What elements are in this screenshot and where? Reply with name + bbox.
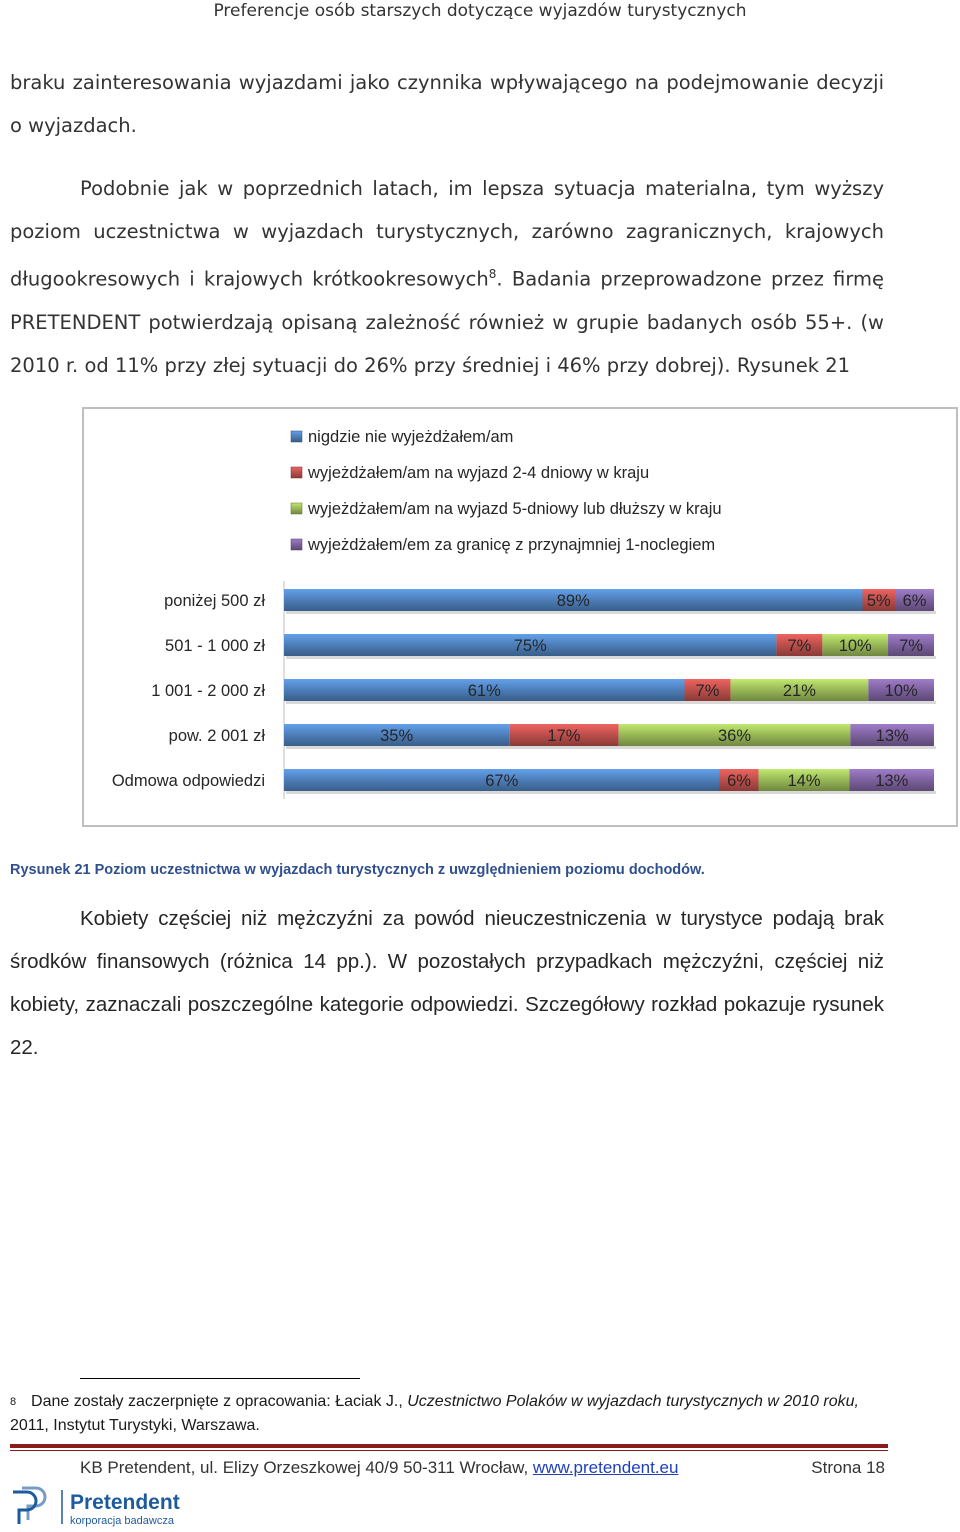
legend-swatch-1 <box>291 431 302 442</box>
legend-swatch-3 <box>291 503 302 514</box>
figure-caption: Rysunek 21 Poziom uczestnictwa w wyjazdach turystycznych z uwzględnieniem poziomu dochodów. <box>10 862 705 878</box>
bar-shadow-4 <box>286 746 936 749</box>
paragraph-gender <box>10 897 884 1069</box>
pretendent-logo <box>10 1486 200 1528</box>
page-header: Preferencje osób starszych dotyczące wyjazdów turystycznych <box>213 1 747 21</box>
data-label-r5-s2: 6% <box>727 772 751 790</box>
footer-address: KB Pretendent, ul. Elizy Orzeszkowej 40/9 50-311 Wrocław, <box>80 1458 533 1477</box>
legend-label-3: wyjeżdżałem/am na wyjazd 5-dniowy lub dłuższy w kraju <box>308 500 722 518</box>
category-label-1: poniżej 500 zł <box>164 592 265 610</box>
data-label-r1-s1: 89% <box>556 592 590 610</box>
data-label-r2-s2: 7% <box>787 637 812 655</box>
footnote <box>10 1390 884 1438</box>
data-label-r3-s1: 61% <box>467 682 501 700</box>
paragraph-gender-text: Kobiety częściej niż mężczyźni za powód nieuczestniczenia w turystyce podają brak środków finansowych (różnica 14 pp.). W pozostałych przypadkach mężczyźni, częściej niż kobiety, zaznaczali poszczególne kategorie odpowiedzi. Szczegółowy rozkład pokazuje rysunek 22. <box>10 907 884 1059</box>
footnote-number: 8 <box>10 1396 17 1408</box>
data-label-r5-s1: 67% <box>485 772 519 790</box>
data-label-r4-s1: 35% <box>380 727 414 745</box>
paragraph-income-text-a: Podobnie jak w poprzednich latach, im lepsza sytuacja materialna, tym wyższy poziom uczestnictwa w wyjazdach turystycznych, zarówno zagranicznych, krajowych długookresowych i krajowych krótkookresowych <box>10 177 884 291</box>
data-label-r2-s3: 10% <box>838 637 872 655</box>
category-label-3: 1 001 - 2 000 zł <box>151 682 265 700</box>
footnote-text-a: Dane zostały zaczerpnięte z opracowania: Łaciak J., <box>31 1393 408 1410</box>
bar-shadow-1 <box>286 611 936 614</box>
footnote-text-b: 2011, Instytut Turystyki, Warszawa. <box>10 1417 260 1434</box>
data-label-r4-s3: 36% <box>717 727 752 745</box>
data-label-r4-s4: 13% <box>875 727 909 745</box>
stacked-bar-chart <box>84 409 956 825</box>
legend-label-4: wyjeżdżałem/em za granicę z przynajmniej 1-noclegiem <box>308 536 716 554</box>
legend-swatch-2 <box>291 467 302 478</box>
footnote-reference[interactable]: 8 <box>488 267 497 281</box>
data-label-r5-s4: 13% <box>875 772 909 790</box>
data-label-r3-s3: 21% <box>782 682 816 700</box>
paragraph-intro-line1: braku zainteresowania wyjazdami jako czynnika wpływającego na podejmowanie decyzji <box>10 71 884 94</box>
bar-shadow-5 <box>286 791 936 794</box>
footnote-separator <box>80 1378 360 1379</box>
paragraph-intro <box>10 61 884 147</box>
category-label-5: Odmowa odpowiedzi <box>111 772 265 790</box>
data-label-r3-s4: 10% <box>884 682 918 700</box>
legend-label-1: nigdzie nie wyjeżdżałem/am <box>308 428 514 446</box>
footer-rule-thin <box>10 1450 888 1451</box>
logo-name: Pretendent <box>70 1491 180 1514</box>
category-label-4: pow. 2 001 zł <box>168 727 265 745</box>
data-label-r2-s4: 7% <box>899 637 923 655</box>
bar-shadow-2 <box>286 656 936 659</box>
paragraph-income-text-b: . Badania przeprowadzone przez firmę PRETENDENT potwierdzają opisaną zależność również w grupie badanych osób 55+. (w 2010 r. od 11% przy złej sytuacji do 26% przy średniej i 46% przy dobrej). Rysunek 21 <box>10 267 884 377</box>
page-number: Strona 18 <box>811 1458 885 1477</box>
bar-shadow-3 <box>286 701 936 704</box>
page-footer <box>80 1457 885 1479</box>
category-label-2: 501 - 1 000 zł <box>165 637 265 655</box>
paragraph-income <box>10 167 884 387</box>
data-label-r4-s2: 17% <box>547 727 581 745</box>
legend-swatch-4 <box>291 539 302 550</box>
footer-rule-thick <box>10 1444 888 1448</box>
legend-label-2: wyjeżdżałem/am na wyjazd 2-4 dniowy w kraju <box>308 464 650 482</box>
logo-tagline: korporacja badawcza <box>70 1515 174 1527</box>
paragraph-intro-line2: o wyjazdach. <box>10 114 137 137</box>
data-label-r2-s1: 75% <box>513 637 547 655</box>
data-label-r1-s4: 6% <box>902 592 927 610</box>
data-label-r1-s2: 5% <box>866 592 891 610</box>
chart-container <box>82 407 958 827</box>
data-label-r5-s3: 14% <box>787 772 821 790</box>
footer-website-link[interactable]: www.pretendent.eu <box>532 1458 679 1477</box>
pretendent-logo-icon <box>10 1486 200 1528</box>
footnote-title: Uczestnictwo Polaków w wyjazdach turystycznych w 2010 roku, <box>407 1393 859 1410</box>
data-label-r3-s2: 7% <box>695 682 720 700</box>
